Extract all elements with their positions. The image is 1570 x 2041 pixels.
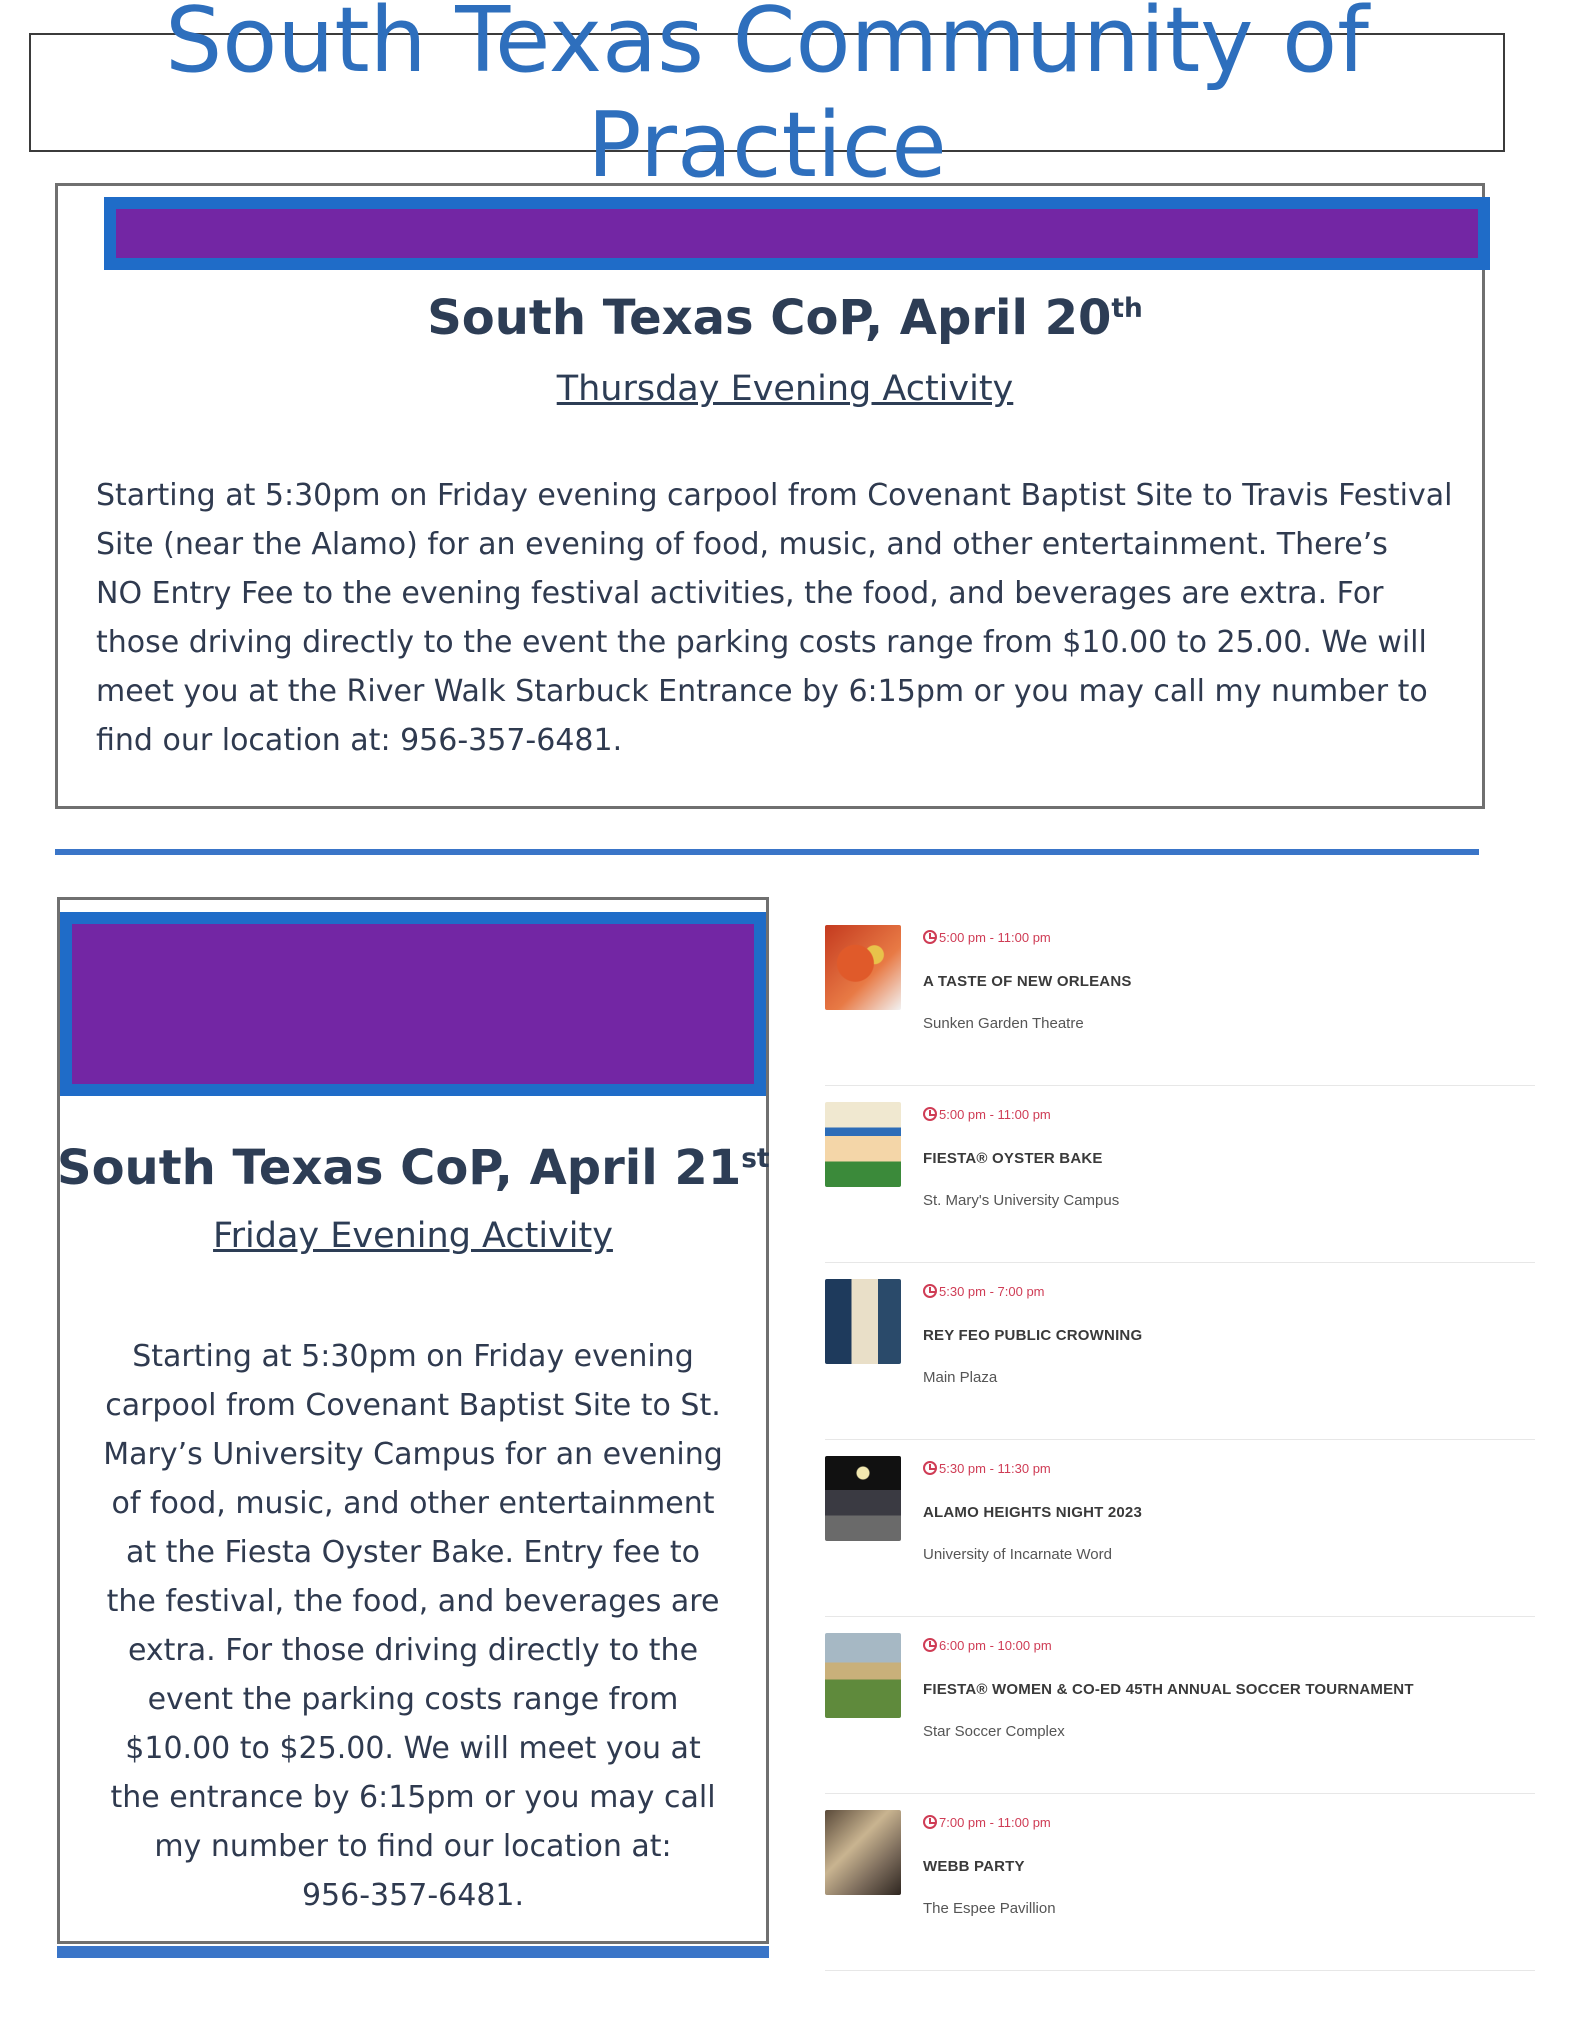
crowning-photo[interactable]	[825, 1279, 901, 1364]
list-separator	[825, 1793, 1535, 1794]
clock-icon	[923, 930, 937, 944]
event-name-link[interactable]: FIESTA® OYSTER BAKE	[923, 1150, 1103, 1167]
description-line: $10.00 to $25.00. We will meet you at	[125, 1731, 701, 1766]
description-line: Site (near the Alamo) for an evening of food, music, and other entertainment. There’s	[96, 527, 1388, 562]
event-venue: St. Mary's University Campus	[923, 1192, 1120, 1209]
event-time-text: 6:00 pm - 10:00 pm	[939, 1638, 1052, 1653]
description-line: extra. For those driving directly to the	[127, 1633, 699, 1668]
event-time	[923, 1461, 1051, 1476]
night-crowd-photo[interactable]	[825, 1456, 901, 1541]
page-title: South Texas Community of Practice	[165, 0, 1369, 198]
party-photo[interactable]	[825, 1810, 901, 1895]
list-separator	[825, 1970, 1535, 1971]
event-banner-april-20	[104, 197, 1490, 270]
description-line: of food, music, and other entertainment	[111, 1486, 715, 1521]
event-subtitle-april-21: Friday Evening Activity	[213, 1216, 613, 1256]
description-line: meet you at the River Walk Starbuck Entrance by 6:15pm or you may call my number to	[96, 674, 1428, 709]
event-time	[923, 1284, 1045, 1299]
clock-icon	[923, 1815, 937, 1829]
list-separator	[825, 1262, 1535, 1263]
description-line: those driving directly to the event the parking costs range from $10.00 to 25.00. We will	[96, 625, 1427, 660]
description-line: 956-357-6481.	[301, 1878, 525, 1913]
description-line: find our location at: 956-357-6481.	[96, 723, 623, 758]
event-time-text: 5:00 pm - 11:00 pm	[939, 1107, 1051, 1122]
event-card-bottom-bar	[57, 1946, 769, 1958]
event-name-link[interactable]: ALAMO HEIGHTS NIGHT 2023	[923, 1504, 1142, 1521]
crawfish-photo[interactable]	[825, 925, 901, 1010]
clock-icon	[923, 1107, 937, 1121]
event-title-april-21: South Texas CoP, April 21st	[57, 1140, 770, 1196]
list-separator	[825, 1085, 1535, 1086]
page-header-box	[29, 0, 1505, 198]
event-time-text: 5:00 pm - 11:00 pm	[939, 930, 1051, 945]
list-item[interactable]	[825, 915, 1535, 1092]
event-name-link[interactable]: FIESTA® WOMEN & CO-ED 45TH ANNUAL SOCCER TOURNAMENT	[923, 1681, 1414, 1698]
event-time	[923, 1815, 1051, 1830]
description-line: Starting at 5:30pm on Friday evening carpool from Covenant Baptist Site to Travis Festival	[96, 478, 1453, 513]
description-line: NO Entry Fee to the evening festival activities, the food, and beverages are extra. For	[96, 576, 1384, 611]
event-name-link[interactable]: WEBB PARTY	[923, 1858, 1025, 1875]
list-item[interactable]	[825, 1446, 1535, 1623]
event-time-text: 5:30 pm - 7:00 pm	[939, 1284, 1045, 1299]
event-title-april-20: South Texas CoP, April 20th	[427, 290, 1143, 346]
event-time	[923, 1638, 1052, 1653]
list-item[interactable]	[825, 1800, 1535, 1977]
section-divider	[55, 849, 1479, 855]
event-banner-fill	[72, 924, 754, 1084]
event-name-link[interactable]: REY FEO PUBLIC CROWNING	[923, 1327, 1143, 1344]
description-line: Mary’s University Campus for an evening	[103, 1437, 723, 1472]
description-line: Starting at 5:30pm on Friday evening	[132, 1339, 694, 1374]
event-venue: Star Soccer Complex	[923, 1723, 1065, 1740]
event-subtitle-april-20: Thursday Evening Activity	[556, 369, 1014, 409]
event-time	[923, 930, 1051, 945]
description-line: event the parking costs range from	[147, 1682, 679, 1717]
event-time-text: 7:00 pm - 11:00 pm	[939, 1815, 1051, 1830]
event-venue: Sunken Garden Theatre	[923, 1015, 1084, 1032]
clock-icon	[923, 1461, 937, 1475]
event-time	[923, 1107, 1051, 1122]
event-name-link[interactable]: A TASTE OF NEW ORLEANS	[923, 973, 1132, 990]
event-listings	[825, 915, 1535, 1977]
event-venue: University of Incarnate Word	[923, 1546, 1112, 1563]
list-item[interactable]	[825, 1092, 1535, 1269]
event-venue: The Espee Pavillion	[923, 1900, 1056, 1917]
description-line: the festival, the food, and beverages are	[106, 1584, 720, 1619]
list-separator	[825, 1439, 1535, 1440]
event-description-april-20	[96, 471, 1476, 765]
description-line: my number to find our location at:	[154, 1829, 672, 1864]
event-description-april-21	[57, 1332, 769, 1920]
oyster-bake-photo[interactable]	[825, 1102, 901, 1187]
event-banner-fill	[116, 209, 1478, 258]
event-banner-april-21	[60, 912, 766, 1096]
list-item[interactable]	[825, 1623, 1535, 1800]
description-line: at the Fiesta Oyster Bake. Entry fee to	[126, 1535, 700, 1570]
event-time-text: 5:30 pm - 11:30 pm	[939, 1461, 1051, 1476]
soccer-photo[interactable]	[825, 1633, 901, 1718]
event-venue: Main Plaza	[923, 1369, 998, 1386]
description-line: carpool from Covenant Baptist Site to St.	[105, 1388, 721, 1423]
list-separator	[825, 1616, 1535, 1617]
list-item[interactable]	[825, 1269, 1535, 1446]
clock-icon	[923, 1638, 937, 1652]
description-line: the entrance by 6:15pm or you may call	[110, 1780, 716, 1815]
clock-icon	[923, 1284, 937, 1298]
